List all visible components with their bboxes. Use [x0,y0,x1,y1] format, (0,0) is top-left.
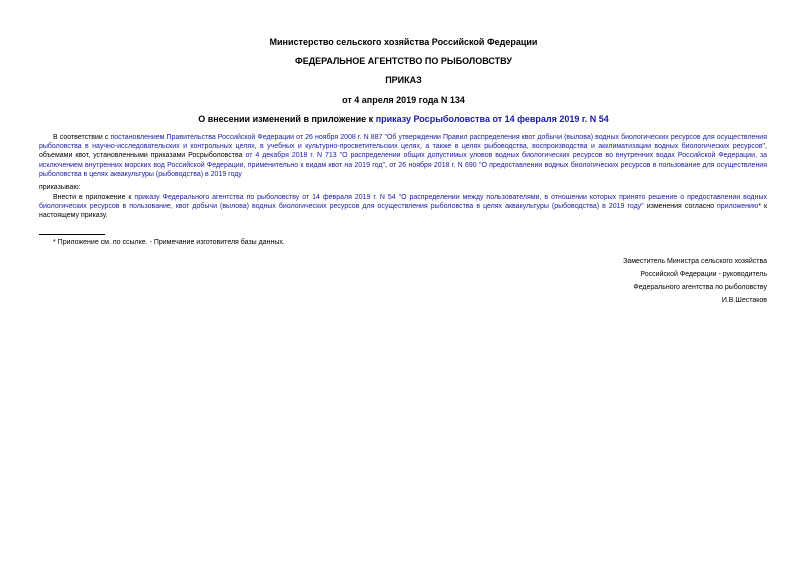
p2-text-c: * к настоящему приказу. [39,203,768,220]
order-word: приказываю: [39,184,81,191]
government-decree-link[interactable]: постановлением Правительства Российской Федерации от 26 ноября 2008 г. N 887 "Об утверждении Правил распределения квот добычи (вылова) водных биологических ресурсов для осуществления рыболовства в научно-исследовательских и контрольных целях, в учебных и культурно-просветительских целях, а также в целях рыбоводства, воспроизводства и акклиматизации водных биологических ресурсов" [39,134,767,151]
signature-line-3: Федерального агентства по рыболовству [633,284,767,291]
signature-line-1: Заместитель Министра сельского хозяйства [623,258,767,265]
signatory-name: И.В.Шестаков [721,297,767,304]
p1-text-a: В соответствии с [53,134,111,141]
order-713-link[interactable]: от 4 декабря 2018 г. N 713 "О распределении общих допустимых уловов водных биологических ресурсов во внутренних водах Российской Федерации, за исключением внутренних морских вод Российской Федерации, применительно к видам квот на 2019 год" [39,152,767,169]
order-54-link[interactable]: приказу Федерального агентства по рыболовству от 14 февраля 2019 г. N 54 "О распределении между пользователями, в отношении которых принято решение о предоставлении водных биологических ресурсов в пользование, квот добычи (вылова) водных биологических ресурсов для осуществления рыболовства в целях аквакультуры (рыбоводства) в 2019 году" [39,194,768,211]
p1-text-b: , объемами квот, установленными приказами Росрыболовства [39,143,767,160]
ministry-heading: Министерство сельского хозяйства Российской Федерации [269,37,538,47]
doc-type-heading: ПРИКАЗ [385,75,422,85]
document-title [0,114,807,125]
signature-block [623,255,767,307]
p2-text-b: изменения согласно [643,203,718,211]
footnote-divider [39,234,105,235]
date-number: от 4 апреля 2019 года N 134 [342,95,465,105]
agency-heading: ФЕДЕРАЛЬНОЕ АГЕНТСТВО ПО РЫБОЛОВСТВУ [295,56,512,66]
p2-text-a: Внести в приложение к [53,194,135,201]
paragraph-amendment [39,193,767,221]
footnote: * Приложение см. по ссылке. - Примечание изготовителя базы данных. [53,239,285,246]
signature-line-2: Российской Федерации - руководитель [640,271,767,278]
title-prefix: О внесении изменений в приложение к [198,114,376,124]
paragraph-basis [39,133,767,179]
p1-text-c: , [384,161,390,169]
order-690-link[interactable]: от 26 ноября 2018 г. N 690 "О предоставлении водных биологических ресурсов в пользование для осуществления рыболовства в целях аквакультуры (рыбоводства) в 2019 году [39,161,768,178]
title-order-link[interactable]: приказу Росрыболовства от 14 февраля 2019 г. N 54 [375,114,609,124]
appendix-link[interactable]: приложению [717,203,759,211]
